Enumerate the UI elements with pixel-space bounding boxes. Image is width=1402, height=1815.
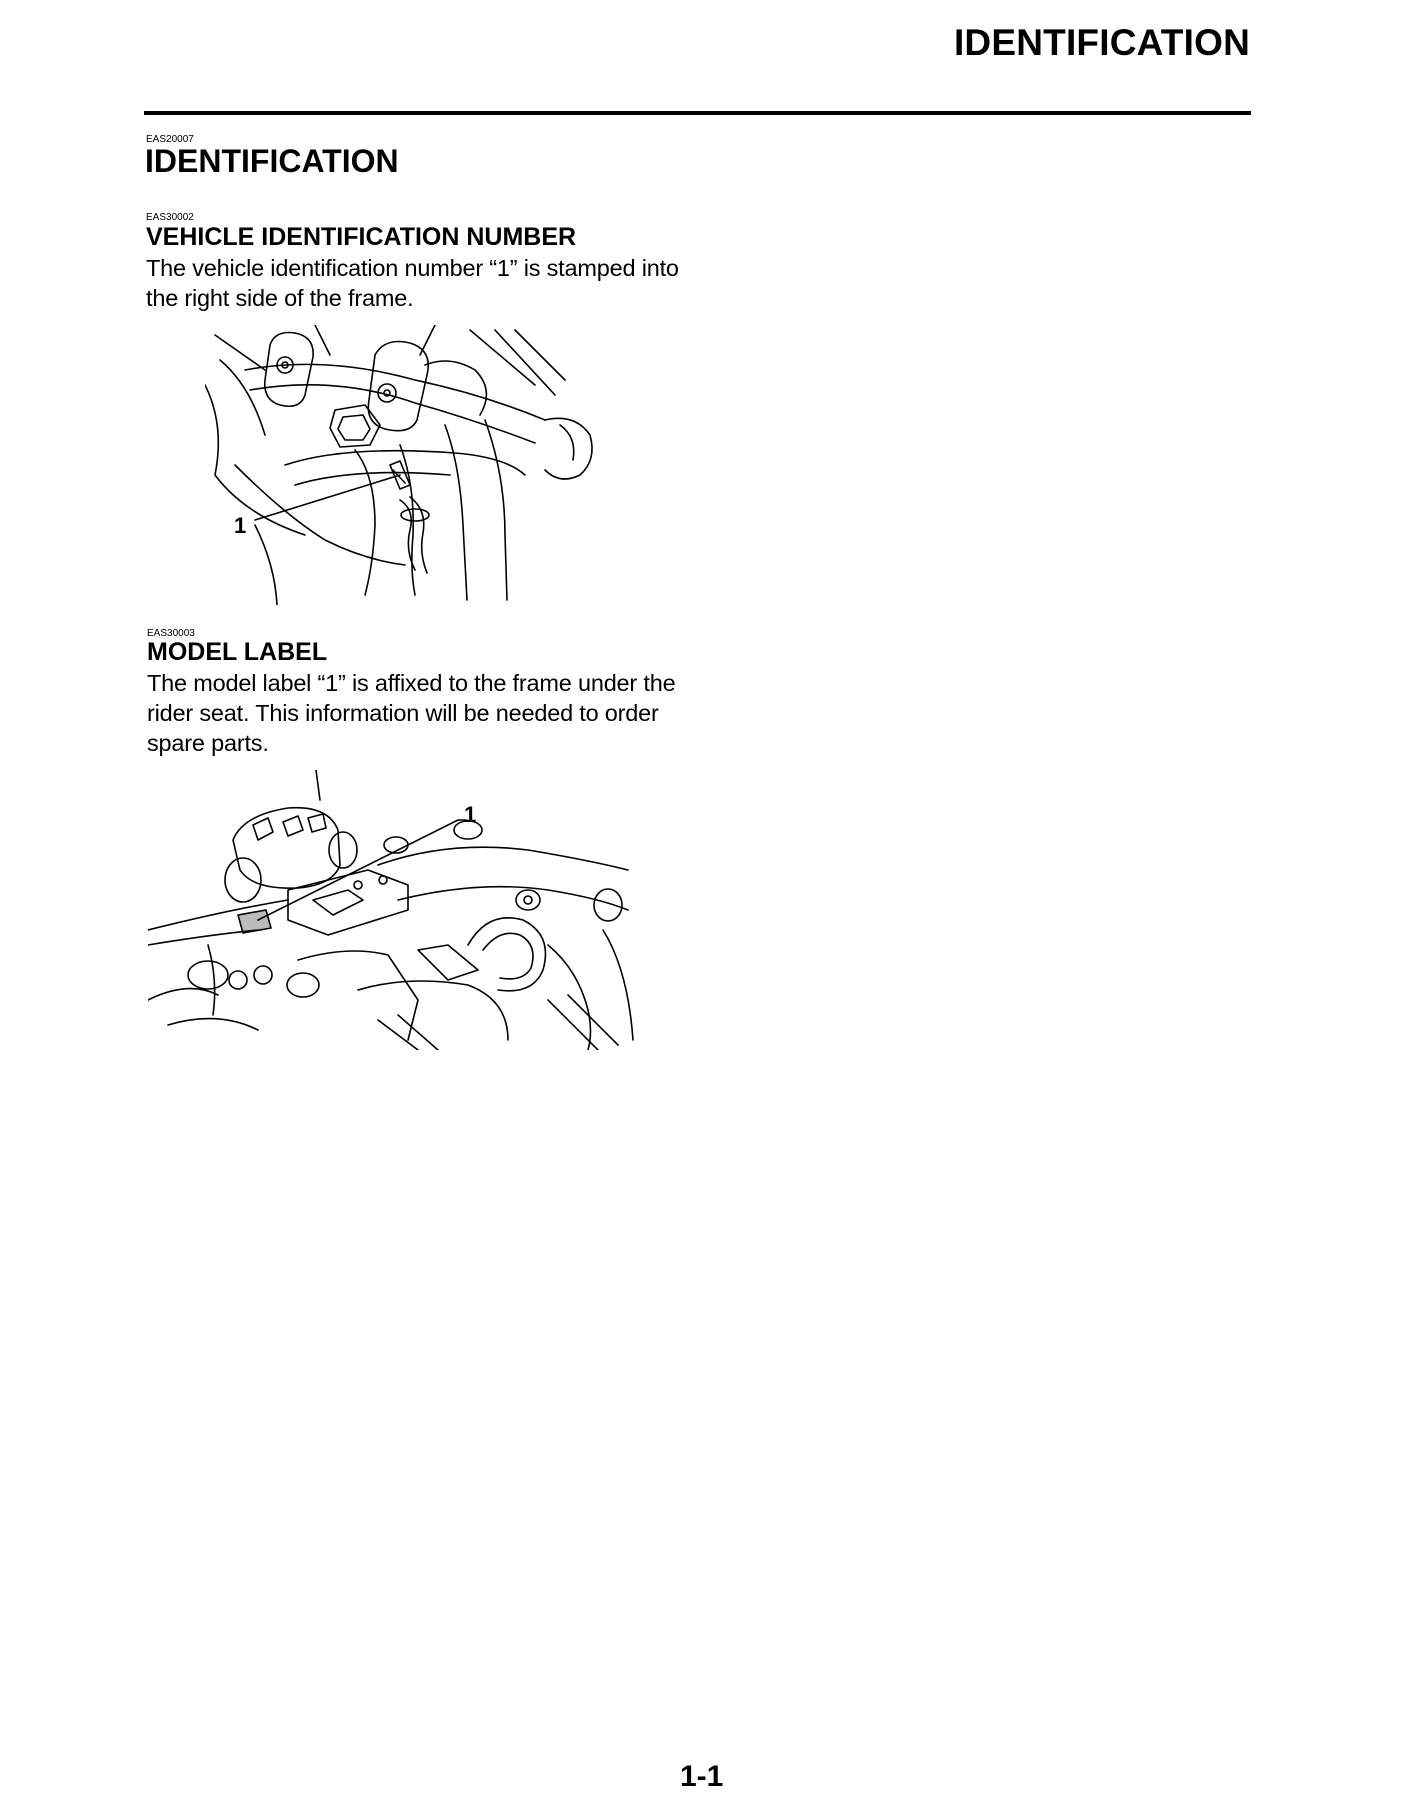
vin-ref-code: EAS30002 xyxy=(146,212,194,223)
model-label-figure-callout: 1 xyxy=(464,802,477,827)
running-header: IDENTIFICATION xyxy=(953,22,1250,63)
main-section-ref-code: EAS20007 xyxy=(146,134,194,145)
page-title: IDENTIFICATION xyxy=(145,143,399,179)
model-label-heading: MODEL LABEL xyxy=(147,638,328,666)
model-label-body-text: The model label “1” is affixed to the frame under the rider seat. This information will be needed to order spare parts. xyxy=(147,670,676,756)
page-number: 1-1 xyxy=(680,1760,724,1793)
model-label-ref-code: EAS30003 xyxy=(147,628,195,639)
model-label-figure xyxy=(148,770,648,1050)
header-rule xyxy=(144,111,1251,115)
vin-section-heading: VEHICLE IDENTIFICATION NUMBER xyxy=(146,223,577,251)
vin-figure-callout: 1 xyxy=(234,513,247,538)
vin-figure xyxy=(205,325,605,605)
vin-body-text: The vehicle identification number “1” is stamped into the right side of the frame. xyxy=(146,255,679,311)
